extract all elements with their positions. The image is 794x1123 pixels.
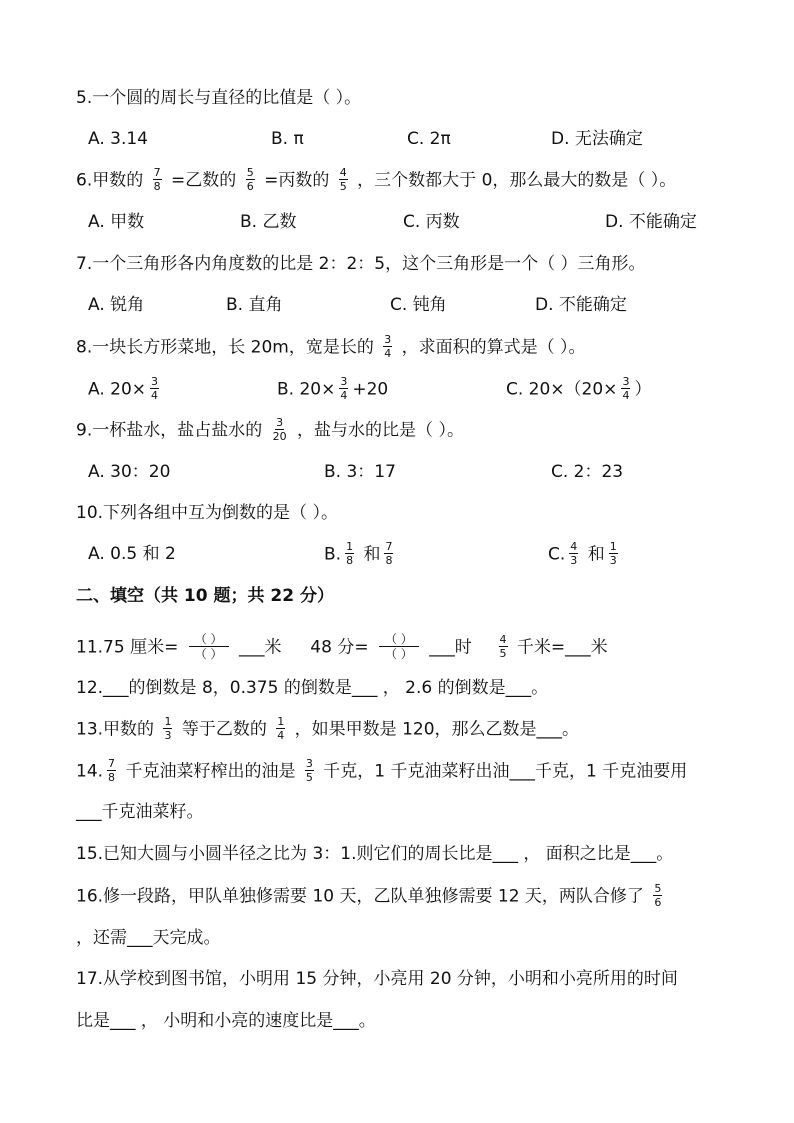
- fraction: $\frac{3}{20}$: [272, 416, 287, 443]
- option-c: C. 2：23: [551, 462, 624, 482]
- option-a: A. 锐角: [88, 295, 145, 315]
- fraction: $\frac{4}{5}$: [499, 633, 507, 660]
- question-5: 5.一个圆的周长与直径的比值是（ ）。: [76, 88, 362, 108]
- option-c: C. 20×（20× $\frac{3}{4}$ ）: [506, 375, 652, 402]
- fraction: $\frac{1}{3}$: [164, 715, 172, 742]
- question-8: 8.一块长方形菜地，长 20m，宽是长的 $\frac{3}{4}$ ，求面积的算式是（ ）。: [76, 333, 586, 360]
- option-c: C. 钝角: [390, 295, 447, 315]
- option-c: C. $\frac{4}{3}$ 和 $\frac{1}{3}$: [548, 540, 617, 567]
- option-d: D. 不能确定: [535, 295, 627, 315]
- blank-fraction: $\frac{( )}{( )}$: [379, 633, 419, 660]
- option-b: B. 直角: [226, 295, 283, 315]
- question-15: 15.已知大圆与小圆半径之比为 3：1.则它们的周长比是___ ， 面积之比是___。: [76, 844, 674, 864]
- option-a: A. 30：20: [88, 462, 171, 482]
- option-c: C. 2π: [407, 129, 451, 149]
- option-d: D. 不能确定: [605, 212, 697, 232]
- option-b: B. π: [271, 129, 304, 149]
- option-a: A. 甲数: [88, 212, 145, 232]
- fraction: $\frac{5}{6}$: [654, 882, 662, 909]
- option-b: B. 20× $\frac{3}{4}$ +20: [277, 375, 389, 402]
- question-10-options: [0, 542, 794, 566]
- question-17: 17.从学校到图书馆，小明用 15 分钟，小亮用 20 分钟，小明和小亮所用的时间: [76, 969, 678, 989]
- fraction: $\frac{3}{5}$: [305, 757, 313, 784]
- option-a: A. 3.14: [88, 129, 148, 149]
- question-6: 6.甲数的 $\frac{7}{8}$ =乙数的 $\frac{5}{6}$ =丙数的 $\frac{4}{5}$ ，三个数都大于 0，那么最大的数是（ ）。: [76, 166, 677, 193]
- fraction: $\frac{1}{8}$: [346, 540, 354, 567]
- question-9: 9.一杯盐水，盐占盐水的 $\frac{3}{20}$ ，盐与水的比是（ ）。: [76, 416, 464, 443]
- question-10: 10.下列各组中互为倒数的是（ ）。: [76, 503, 338, 523]
- question-14-continued: ___千克油菜籽。: [76, 802, 204, 822]
- question-7-options: [0, 293, 794, 317]
- fraction: $\frac{1}{3}$: [609, 540, 617, 567]
- option-a: A. 20× $\frac{3}{4}$: [88, 375, 159, 402]
- question-17-continued: 比是___ ， 小明和小亮的速度比是___。: [76, 1011, 376, 1031]
- option-c: C. 丙数: [403, 212, 460, 232]
- question-5-options: [0, 127, 794, 151]
- question-16: 16.修一段路，甲队单独修需要 10 天，乙队单独修需要 12 天，两队合修了 $\frac{5}{6}$: [76, 882, 662, 909]
- fraction: $\frac{3}{4}$: [340, 375, 348, 402]
- option-a: A. 0.5 和 2: [88, 544, 176, 564]
- section-heading: 二、填空（共 10 题；共 22 分）: [76, 586, 334, 606]
- fraction: $\frac{1}{4}$: [277, 715, 285, 742]
- fraction: $\frac{7}{8}$: [385, 540, 393, 567]
- fraction: $\frac{7}{8}$: [108, 757, 116, 784]
- blank-fraction: $\frac{( )}{( )}$: [189, 633, 229, 660]
- question-13: 13.甲数的 $\frac{1}{3}$ 等于乙数的 $\frac{1}{4}$ ，如果甲数是 120，那么乙数是___。: [76, 715, 580, 742]
- question-8-options: [0, 377, 794, 401]
- fraction: $\frac{4}{3}$: [570, 540, 578, 567]
- question-14: 14. $\frac{7}{8}$ 千克油菜籽榨出的油是 $\frac{3}{5}$ 千克，1 千克油菜籽出油___千克，1 千克油要用: [76, 757, 688, 784]
- question-7: 7.一个三角形各内角度数的比是 2：2：5，这个三角形是一个（ ）三角形。: [76, 254, 646, 274]
- question-6-options: [0, 210, 794, 234]
- fraction: $\frac{5}{6}$: [246, 166, 254, 193]
- option-b: B. $\frac{1}{8}$ 和 $\frac{7}{8}$: [324, 540, 393, 567]
- option-b: B. 3：17: [324, 462, 396, 482]
- question-11: 11.75 厘米= $\frac{( )}{( )}$ ___米 48 分= $\frac{( )}{( )}$ ___时 $\frac{4}{5}$ 千米=___米: [76, 632, 608, 661]
- question-12: 12.___的倒数是 8，0.375 的倒数是___ ， 2.6 的倒数是___。: [76, 678, 549, 698]
- question-16-continued: ，还需___天完成。: [76, 928, 221, 948]
- fraction: $\frac{3}{4}$: [384, 333, 392, 360]
- option-d: D. 无法确定: [551, 129, 643, 149]
- fraction: $\frac{4}{5}$: [339, 166, 347, 193]
- fraction: $\frac{3}{4}$: [622, 375, 630, 402]
- option-b: B. 乙数: [240, 212, 297, 232]
- question-9-options: [0, 460, 794, 484]
- fraction: $\frac{7}{8}$: [153, 166, 161, 193]
- fraction: $\frac{3}{4}$: [151, 375, 159, 402]
